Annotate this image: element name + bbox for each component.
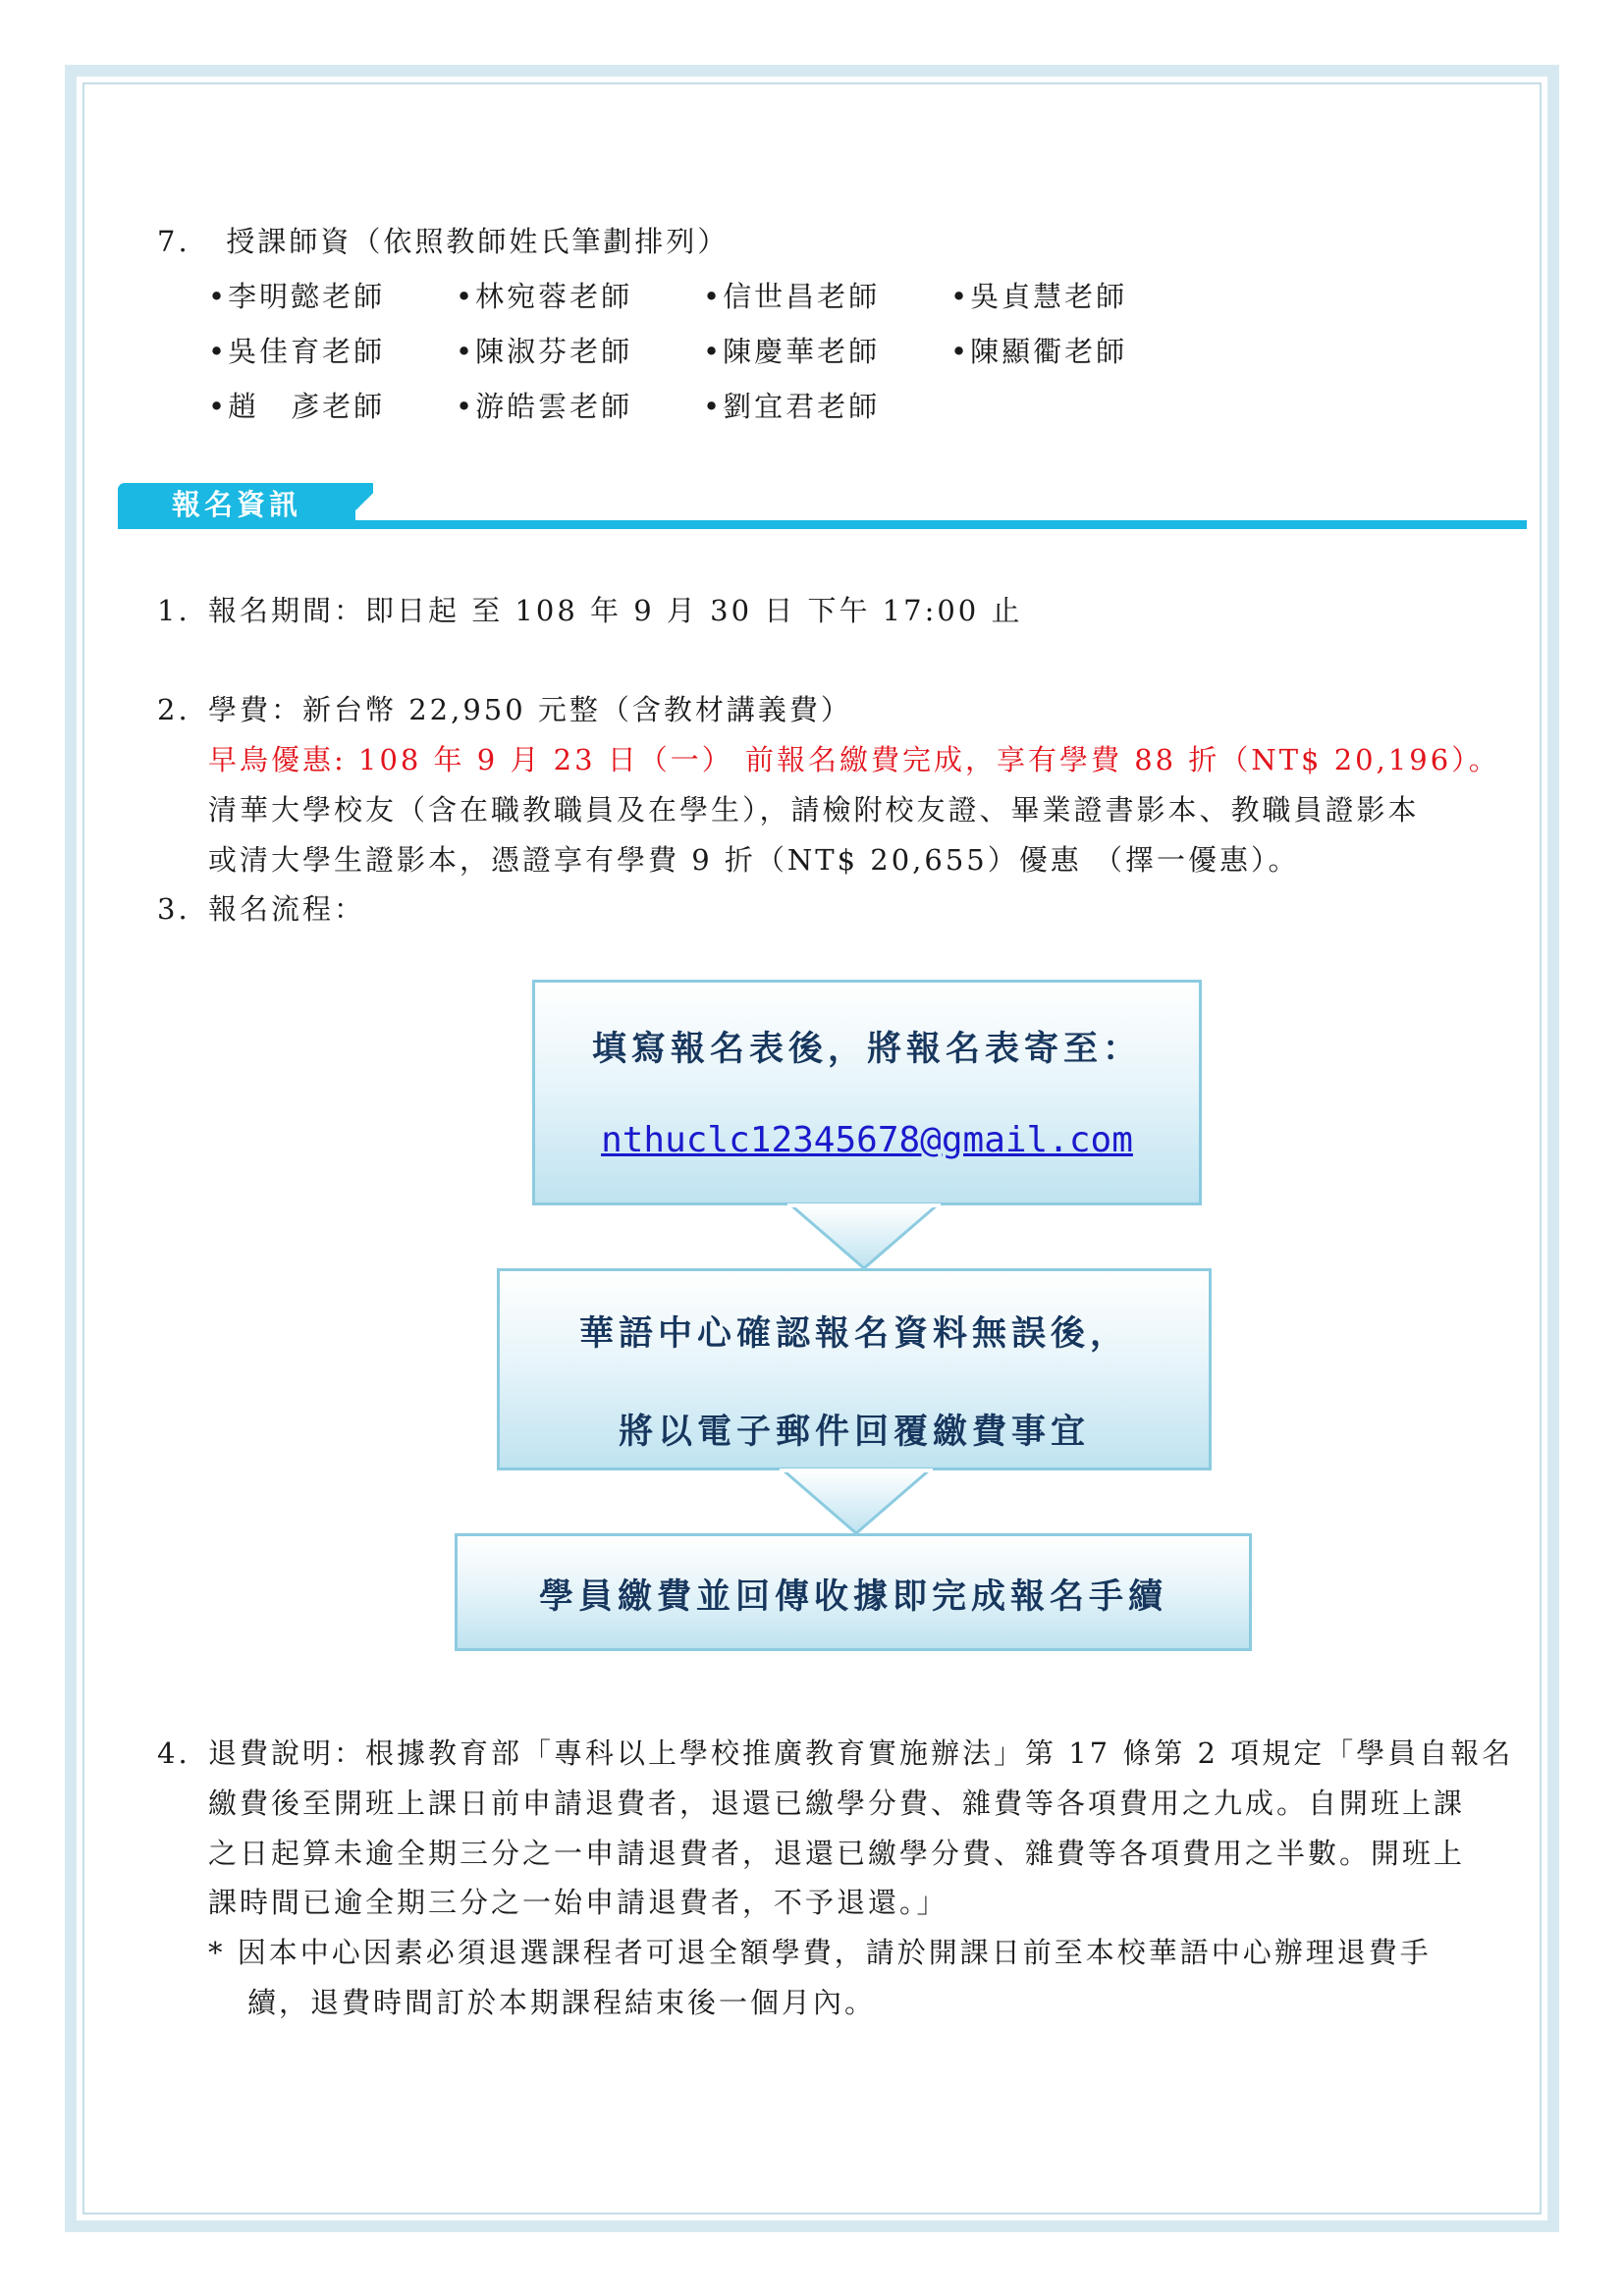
tuition-fee: 學費：新台幣 22,950 元整（含教材講義費） bbox=[208, 693, 852, 726]
teacher-item: •林宛蓉老師 bbox=[456, 280, 633, 313]
flow-step-2-text: 華語中心確認報名資料無誤後， bbox=[578, 1313, 1129, 1354]
flow-step-1-text: 填寫報名表後，將報名表寄至： bbox=[591, 1029, 1142, 1069]
refund-note: * 因本中心因素必須退選課程者可退全額學費，請於開課日前至本校華語中心辦理退費手 bbox=[208, 1936, 1432, 1969]
item-number: 1. bbox=[157, 594, 190, 627]
teacher-item: •李明懿老師 bbox=[208, 280, 386, 313]
teacher-item: •吳貞慧老師 bbox=[950, 280, 1128, 313]
section-header-registration: 報名資訊 bbox=[118, 483, 355, 529]
alumni-discount-line: 或清大學生證影本，憑證享有學費 9 折（NT$ 20,655）優惠 （擇一優惠）。 bbox=[208, 843, 1300, 877]
flow-step-1 bbox=[532, 980, 1202, 1205]
teacher-item: •陳淑芬老師 bbox=[456, 335, 633, 368]
item-number: 4. bbox=[157, 1736, 190, 1770]
email-link[interactable]: nthuclc12345678@gmail.com bbox=[601, 1120, 1133, 1160]
teachers-heading: 7. 授課師資（依照教師姓氏筆劃排列） bbox=[157, 225, 730, 258]
refund-policy-line: 退費說明：根據教育部「專科以上學校推廣教育實施辦法」第 17 條第 2 項規定「學員自報名 bbox=[208, 1736, 1514, 1770]
alumni-discount-line: 清華大學校友（含在職教職員及在學生），請檢附校友證、畢業證書影本、教職員證影本 bbox=[208, 793, 1420, 827]
teacher-item: •劉宜君老師 bbox=[703, 390, 881, 423]
teacher-item: •吳佳育老師 bbox=[208, 335, 386, 368]
teacher-item: •游皓雲老師 bbox=[456, 390, 633, 423]
flow-step-2 bbox=[497, 1268, 1212, 1470]
registration-process-label: 報名流程： bbox=[208, 892, 366, 926]
teacher-item: •陳慶華老師 bbox=[703, 335, 881, 368]
early-bird-discount: 早鳥優惠: 108 年 9 月 23 日（一） 前報名繳費完成，享有學費 88 折（NT$ 20,196）。 bbox=[208, 743, 1500, 776]
flow-step-3-text: 學員繳費並回傳收據即完成報名手續 bbox=[538, 1576, 1167, 1617]
refund-note: 續，退費時間訂於本期課程結束後一個月內。 bbox=[247, 1986, 877, 2019]
teacher-item: •信世昌老師 bbox=[703, 280, 881, 313]
item-number: 3. bbox=[157, 892, 190, 926]
item-number: 2. bbox=[157, 693, 190, 726]
flow-step-2-text: 將以電子郵件回覆繳費事宜 bbox=[618, 1412, 1090, 1452]
teacher-item: •陳顯衢老師 bbox=[950, 335, 1128, 368]
teacher-item: •趙 彥老師 bbox=[208, 390, 386, 423]
refund-policy-line: 之日起算未逾全期三分之一申請退費者，退還已繳學分費、雜費等各項費用之半數。開班上 bbox=[208, 1837, 1466, 1870]
refund-policy-line: 繳費後至開班上課日前申請退費者，退還已繳學分費、雜費等各項費用之九成。自開班上課 bbox=[208, 1787, 1466, 1820]
registration-period: 報名期間：即日起 至 108 年 9 月 30 日 下午 17:00 止 bbox=[208, 594, 1023, 627]
refund-policy-line: 課時間已逾全期三分之一始申請退費者，不予退還。」 bbox=[208, 1886, 948, 1919]
down-arrow-icon bbox=[778, 1468, 935, 1535]
section-tab-corner bbox=[355, 483, 373, 520]
down-arrow-icon bbox=[785, 1203, 943, 1270]
flow-step-3 bbox=[455, 1533, 1252, 1651]
